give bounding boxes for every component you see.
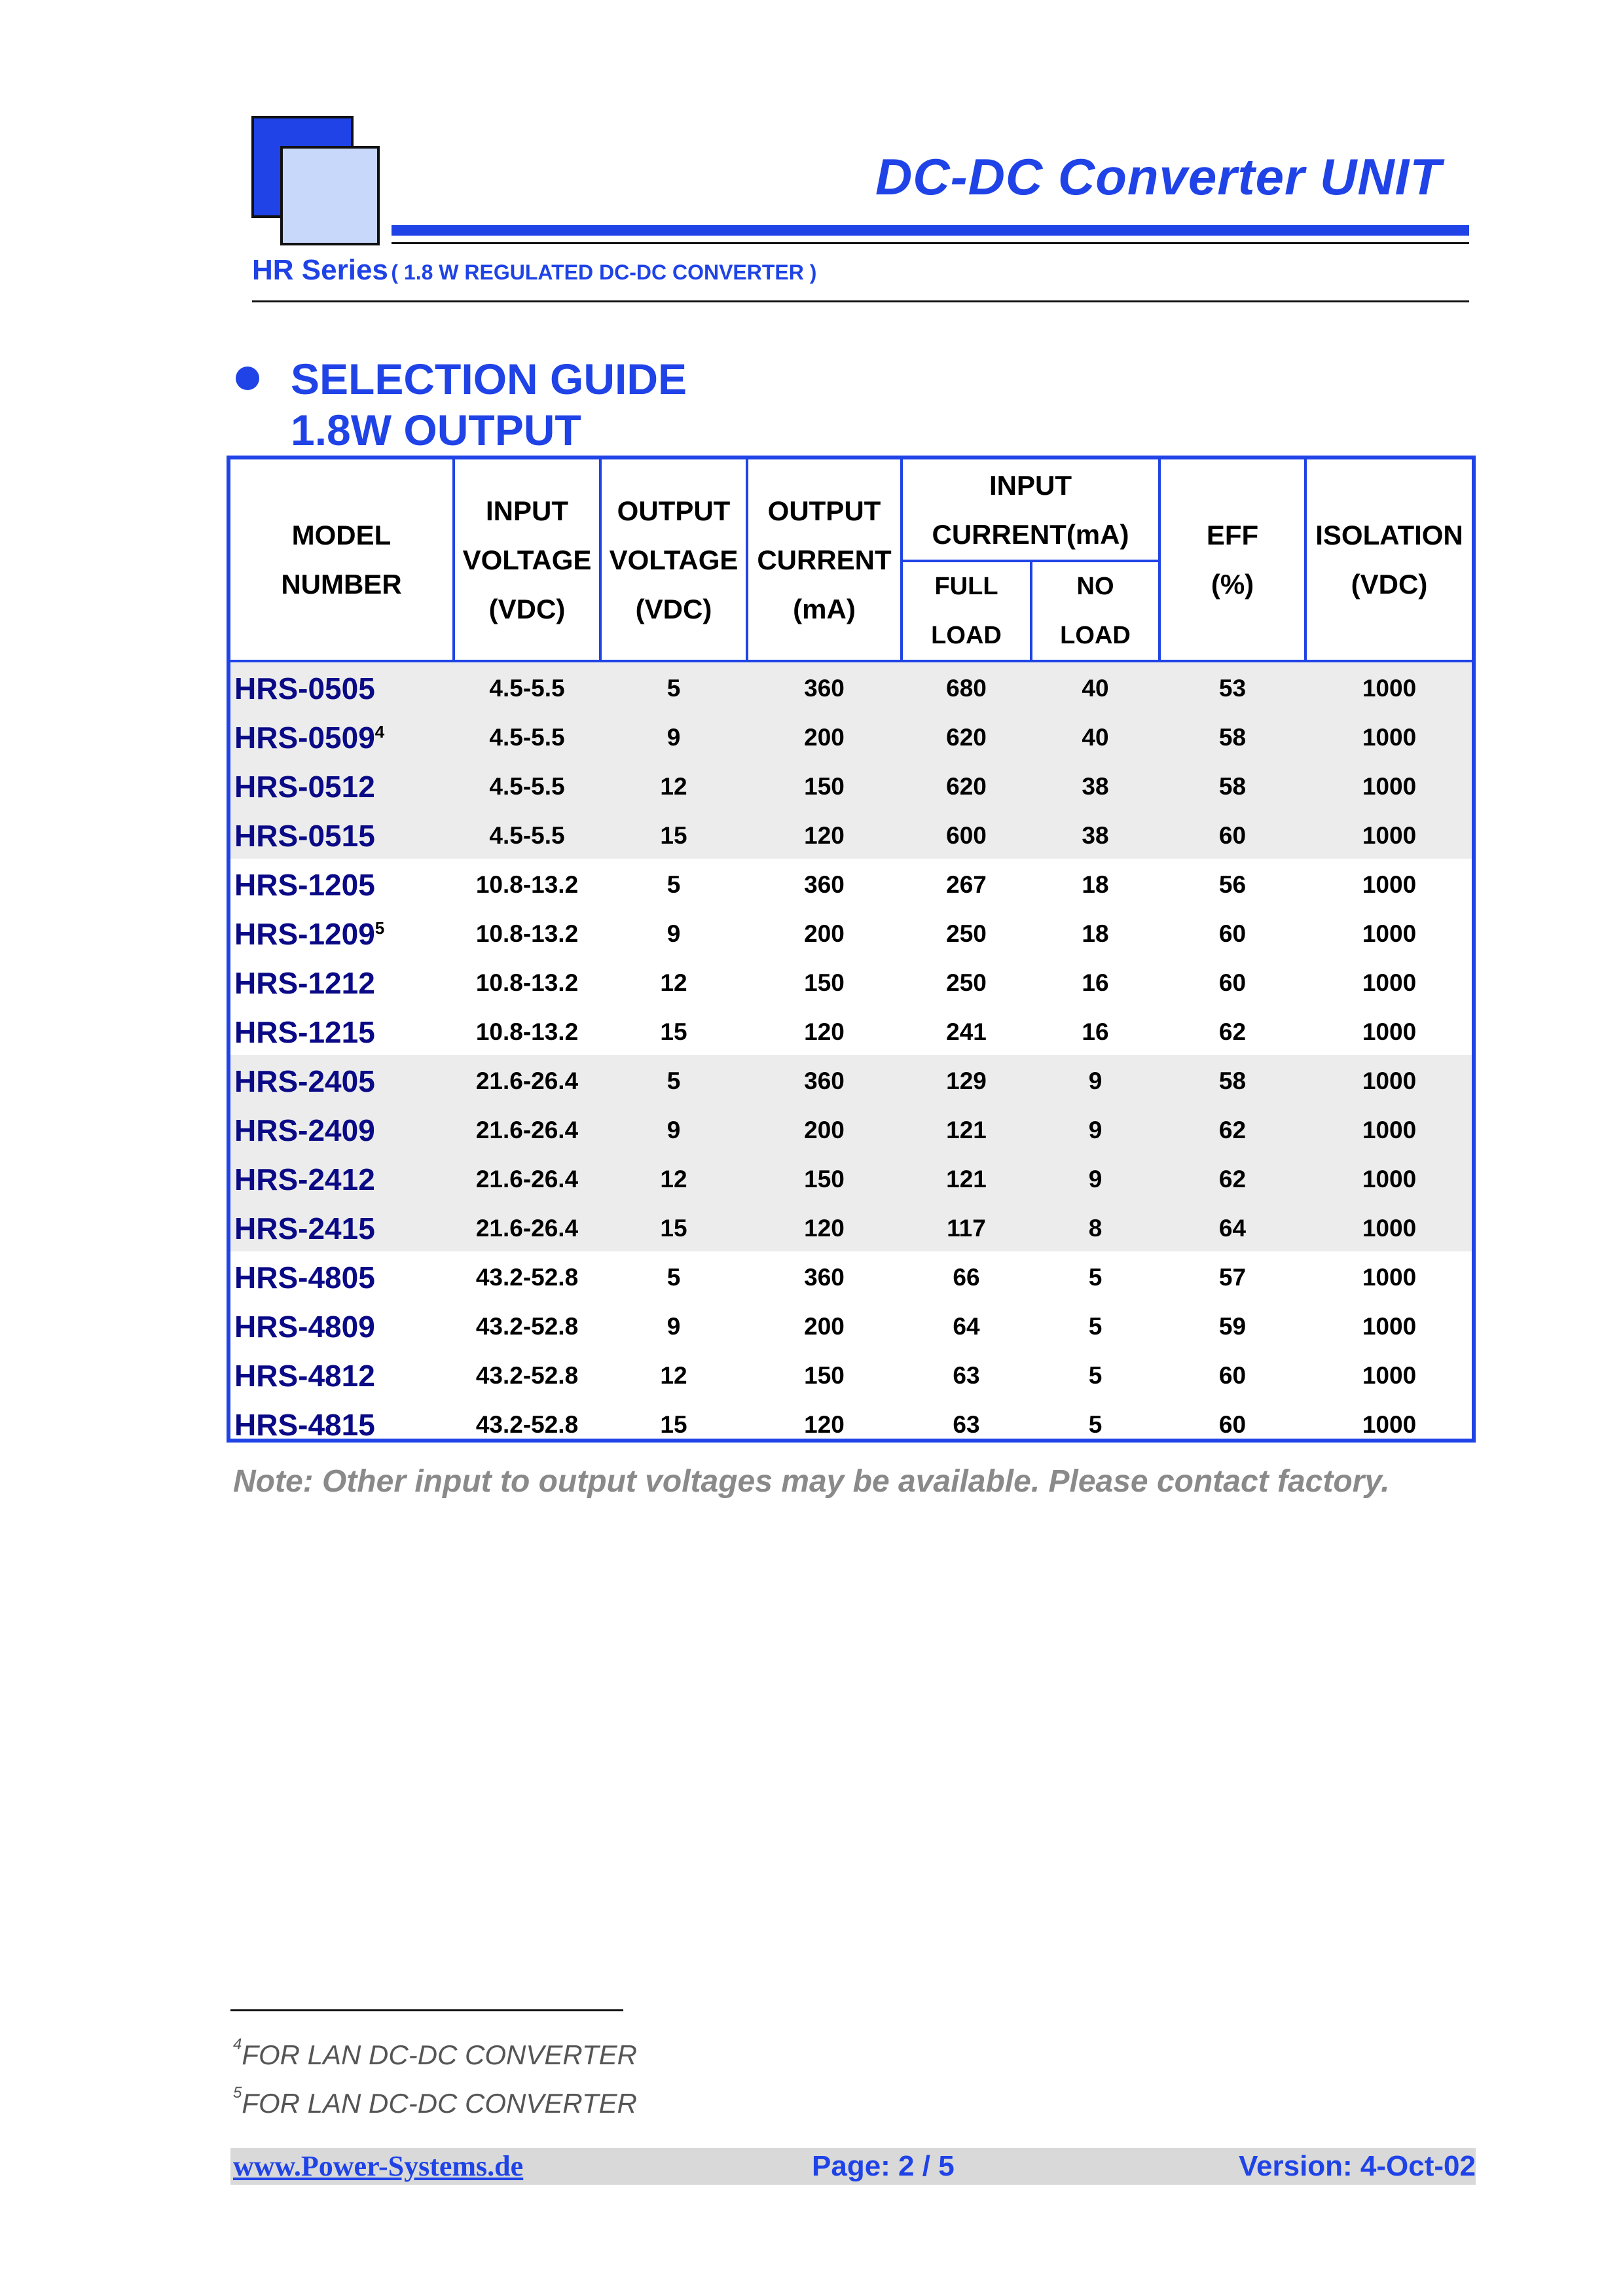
cell-vin: 10.8-13.2 (475, 870, 579, 898)
cell-eff: 62 (1218, 1018, 1247, 1045)
cell-vout: 15 (660, 1410, 687, 1438)
model-number: HRS-0509 $^4$ (234, 720, 385, 755)
document-title: DC-DC Converter UNIT (875, 148, 1442, 206)
model-number: HRS-1205 (234, 867, 375, 902)
model-number: HRS-2412 (234, 1162, 375, 1196)
table-row (230, 762, 1472, 811)
series-line (252, 254, 816, 287)
cell-noload: 18 (1082, 920, 1109, 947)
cell-full: 680 (946, 674, 987, 702)
footnote-5: $^5$FOR LAN DC-DC CONVERTER (233, 2084, 637, 2119)
cell-vin: 4.5-5.5 (489, 723, 565, 751)
cell-iso: 1000 (1362, 870, 1417, 898)
cell-eff: 62 (1218, 1165, 1247, 1193)
cell-iso: 1000 (1362, 1067, 1417, 1094)
cell-full: 241 (946, 1018, 987, 1045)
cell-noload: 9 (1088, 1116, 1103, 1143)
cell-iout: 360 (804, 870, 845, 898)
cell-vout: 9 (666, 1116, 681, 1143)
bullet-icon (236, 367, 259, 390)
cell-eff: 60 (1218, 969, 1247, 996)
cell-iso: 1000 (1362, 1312, 1417, 1340)
series-name: HR Series (252, 254, 388, 286)
cell-eff: 58 (1218, 723, 1247, 751)
cell-vin: 21.6-26.4 (475, 1116, 579, 1143)
cell-full: 121 (946, 1116, 987, 1143)
cell-iout: 120 (804, 821, 845, 849)
cell-iso: 1000 (1362, 1410, 1417, 1438)
table-row (230, 860, 1472, 909)
table-row (230, 909, 1472, 958)
cell-eff: 60 (1218, 1361, 1247, 1389)
cell-vout: 15 (660, 1214, 687, 1242)
cell-iout: 150 (804, 772, 845, 800)
availability-note: Note: Other input to output voltages may be available. Please contact factory. (233, 1464, 1390, 1499)
cell-vin: 4.5-5.5 (489, 674, 565, 702)
cell-vout: 9 (666, 920, 681, 947)
cell-full: 117 (947, 1214, 986, 1242)
cell-vin: 4.5-5.5 (489, 821, 565, 849)
section-title-line2: 1.8W OUTPUT (291, 406, 581, 454)
cell-iout: 150 (804, 1165, 845, 1193)
header-no-load: NO LOAD (1060, 572, 1131, 649)
cell-noload: 18 (1082, 870, 1109, 898)
header-output-voltage: OUTPUT VOLTAGE (VDC) (609, 495, 739, 624)
model-number: HRS-4815 (234, 1407, 375, 1442)
table-row (230, 1351, 1472, 1400)
cell-eff: 64 (1218, 1214, 1247, 1242)
title-underline-rule (392, 242, 1469, 244)
cell-vin: 21.6-26.4 (475, 1165, 579, 1193)
cell-vout: 9 (666, 723, 681, 751)
cell-noload: 38 (1082, 821, 1109, 849)
logo-front-square (280, 146, 380, 245)
cell-full: 620 (946, 772, 987, 800)
cell-eff: 62 (1218, 1116, 1247, 1143)
cell-full: 250 (946, 920, 987, 947)
cell-full: 600 (946, 821, 987, 849)
cell-iout: 120 (804, 1410, 845, 1438)
cell-vin: 43.2-52.8 (475, 1312, 579, 1340)
cell-iso: 1000 (1362, 920, 1417, 947)
model-number: HRS-0512 (234, 769, 375, 804)
footer-page-number: Page: 2 / 5 (812, 2150, 955, 2182)
cell-full: 63 (953, 1410, 980, 1438)
table-row (230, 1155, 1472, 1204)
section-title (291, 353, 687, 456)
model-number: HRS-2409 (234, 1113, 375, 1147)
footnote-4: $^4$FOR LAN DC-DC CONVERTER (233, 2036, 637, 2070)
cell-iso: 1000 (1362, 1214, 1417, 1242)
header-model: MODEL NUMBER (281, 520, 402, 600)
cell-full: 250 (946, 969, 987, 996)
cell-vout: 15 (660, 821, 687, 849)
cell-noload: 9 (1088, 1165, 1103, 1193)
footnote-rule (230, 2009, 623, 2011)
model-number: HRS-1209 $^5$ (234, 916, 385, 951)
model-number: HRS-4805 (234, 1260, 375, 1295)
cell-eff: 58 (1218, 772, 1247, 800)
cell-vout: 9 (666, 1312, 681, 1340)
cell-full: 129 (946, 1067, 987, 1094)
header-output-current: OUTPUT CURRENT (mA) (757, 495, 892, 624)
cell-eff: 56 (1218, 870, 1247, 898)
cell-noload: 9 (1088, 1067, 1103, 1094)
cell-vout: 5 (666, 1263, 681, 1291)
cell-iout: 360 (804, 1263, 845, 1291)
cell-eff: 59 (1218, 1312, 1247, 1340)
cell-vin: 10.8-13.2 (475, 969, 579, 996)
cell-iso: 1000 (1362, 772, 1417, 800)
cell-iout: 200 (804, 920, 845, 947)
cell-noload: 8 (1088, 1214, 1103, 1242)
cell-noload: 5 (1088, 1361, 1103, 1389)
selection-guide-table (227, 456, 1476, 1443)
cell-full: 620 (946, 723, 987, 751)
cell-full: 64 (953, 1312, 980, 1340)
cell-noload: 40 (1082, 674, 1109, 702)
cell-iso: 1000 (1362, 821, 1417, 849)
cell-eff: 60 (1218, 1410, 1247, 1438)
cell-noload: 16 (1082, 969, 1109, 996)
title-underline-bar (392, 225, 1469, 236)
cell-vin: 10.8-13.2 (475, 920, 579, 947)
cell-vin: 21.6-26.4 (475, 1067, 579, 1094)
cell-full: 267 (946, 870, 987, 898)
table-row (230, 1302, 1472, 1351)
cell-eff: 60 (1218, 920, 1247, 947)
cell-noload: 5 (1088, 1312, 1103, 1340)
table-row (230, 1007, 1472, 1056)
table-row (230, 664, 1472, 713)
cell-vout: 5 (666, 870, 681, 898)
header-rule (252, 300, 1469, 302)
cell-vout: 5 (666, 674, 681, 702)
model-number: HRS-1212 (234, 965, 375, 1000)
cell-iso: 1000 (1362, 1018, 1417, 1045)
table-row (230, 1056, 1472, 1105)
cell-vout: 12 (660, 969, 687, 996)
cell-eff: 53 (1218, 674, 1247, 702)
cell-vout: 12 (660, 1361, 687, 1389)
header-input-voltage: INPUT VOLTAGE (VDC) (462, 495, 592, 624)
cell-vin: 43.2-52.8 (475, 1410, 579, 1438)
header-isolation: ISOLATION (VDC) (1315, 520, 1463, 600)
table-row (230, 958, 1472, 1007)
header-bottom-rule (230, 660, 1472, 662)
cell-iso: 1000 (1362, 1263, 1417, 1291)
model-number: HRS-1215 (234, 1014, 375, 1049)
model-number: HRS-2415 (234, 1211, 375, 1246)
model-number: HRS-0515 (234, 818, 375, 853)
cell-eff: 58 (1218, 1067, 1247, 1094)
cell-vout: 12 (660, 1165, 687, 1193)
cell-vin: 43.2-52.8 (475, 1361, 579, 1389)
series-description: ( 1.8 W REGULATED DC-DC CONVERTER ) (391, 260, 817, 284)
header-eff: EFF (%) (1206, 520, 1259, 600)
cell-noload: 38 (1082, 772, 1109, 800)
cell-iout: 200 (804, 1116, 845, 1143)
cell-noload: 5 (1088, 1263, 1103, 1291)
cell-iso: 1000 (1362, 1116, 1417, 1143)
cell-iso: 1000 (1362, 1165, 1417, 1193)
footer-version: Version: 4-Oct-02 (1239, 2150, 1476, 2182)
cell-vout: 15 (660, 1018, 687, 1045)
table-row (230, 1400, 1472, 1449)
cell-full: 121 (946, 1165, 987, 1193)
cell-iout: 360 (804, 674, 845, 702)
cell-iout: 150 (804, 969, 845, 996)
cell-full: 63 (953, 1361, 980, 1389)
cell-iout: 120 (804, 1018, 845, 1045)
cell-vout: 12 (660, 772, 687, 800)
header-input-current: INPUT CURRENT(mA) (932, 469, 1129, 550)
model-number: HRS-4812 (234, 1358, 375, 1393)
cell-iso: 1000 (1362, 674, 1417, 702)
header-full-load: FULL LOAD (931, 572, 1002, 649)
cell-eff: 57 (1218, 1263, 1247, 1291)
cell-vout: 5 (666, 1067, 681, 1094)
cell-iout: 200 (804, 723, 845, 751)
table-row (230, 1204, 1472, 1253)
cell-iout: 200 (804, 1312, 845, 1340)
cell-noload: 5 (1088, 1410, 1103, 1438)
cell-eff: 60 (1218, 821, 1247, 849)
cell-noload: 40 (1082, 723, 1109, 751)
table-row (230, 1105, 1472, 1155)
cell-iso: 1000 (1362, 723, 1417, 751)
cell-iout: 360 (804, 1067, 845, 1094)
footer-website-link[interactable]: www.Power-Systems.de (233, 2150, 524, 2182)
cell-full: 66 (953, 1263, 980, 1291)
table-row (230, 713, 1472, 762)
cell-iso: 1000 (1362, 1361, 1417, 1389)
table-row (230, 1253, 1472, 1302)
cell-noload: 16 (1082, 1018, 1109, 1045)
cell-vin: 10.8-13.2 (475, 1018, 579, 1045)
model-number: HRS-2405 (234, 1064, 375, 1098)
cell-vin: 4.5-5.5 (489, 772, 565, 800)
section-title-line1: SELECTION GUIDE (291, 355, 687, 403)
cell-vin: 21.6-26.4 (475, 1214, 579, 1242)
cell-vin: 43.2-52.8 (475, 1263, 579, 1291)
table-row (230, 811, 1472, 860)
cell-iso: 1000 (1362, 969, 1417, 996)
cell-iout: 150 (804, 1361, 845, 1389)
model-number: HRS-0505 (234, 671, 375, 706)
model-number: HRS-4809 (234, 1309, 375, 1344)
cell-iout: 120 (804, 1214, 845, 1242)
